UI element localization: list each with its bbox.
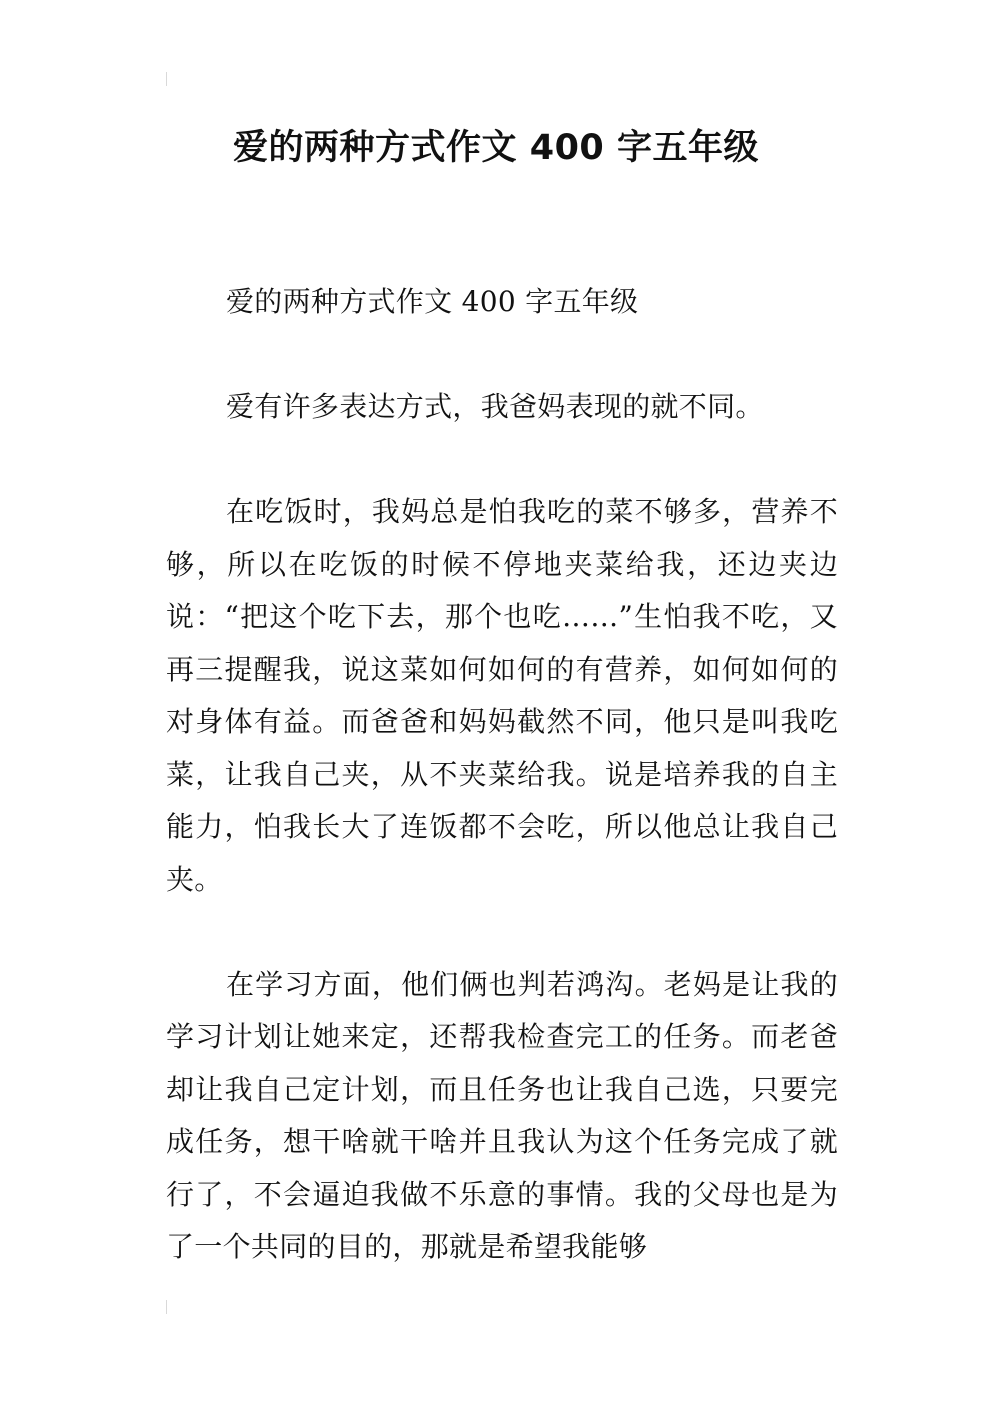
study-paragraph: 在学习方面，他们俩也判若鸿沟。老妈是让我的学习计划让她来定，还帮我检查完工的任务。而老爸却让我自己定计划，而且任务也让我自己选，只要完成任务，想干啥就干啥并且我认为这个任务完成了就行了，不会逼迫我做不乐意的事情。我的父母也是为了一个共同的目的，那就是希望我能够 xyxy=(166,967,838,1263)
top-margin-mark xyxy=(166,72,167,86)
mealtime-paragraph: 在吃饭时，我妈总是怕我吃的菜不够多，营养不够，所以在吃饭的时候不停地夹菜给我，还边夹边说：“把这个吃下去，那个也吃……”生怕我不吃，又再三提醒我，说这菜如何如何的有营养，如何如何的对身体有益。而爸爸和妈妈截然不同，他只是叫我吃菜，让我自己夹，从不夹菜给我。说是培养我的自主能力，怕我长大了连饭都不会吃，所以他总让我自己夹。 xyxy=(166,495,838,896)
intro-paragraph: 爱有许多表达方式，我爸妈表现的就不同。 xyxy=(226,390,764,423)
bottom-margin-mark xyxy=(166,1300,167,1314)
subtitle-paragraph: 爱的两种方式作文 400 字五年级 xyxy=(226,285,639,318)
document-body xyxy=(166,276,838,1274)
document-title: 爱的两种方式作文 400 字五年级 xyxy=(233,128,759,168)
